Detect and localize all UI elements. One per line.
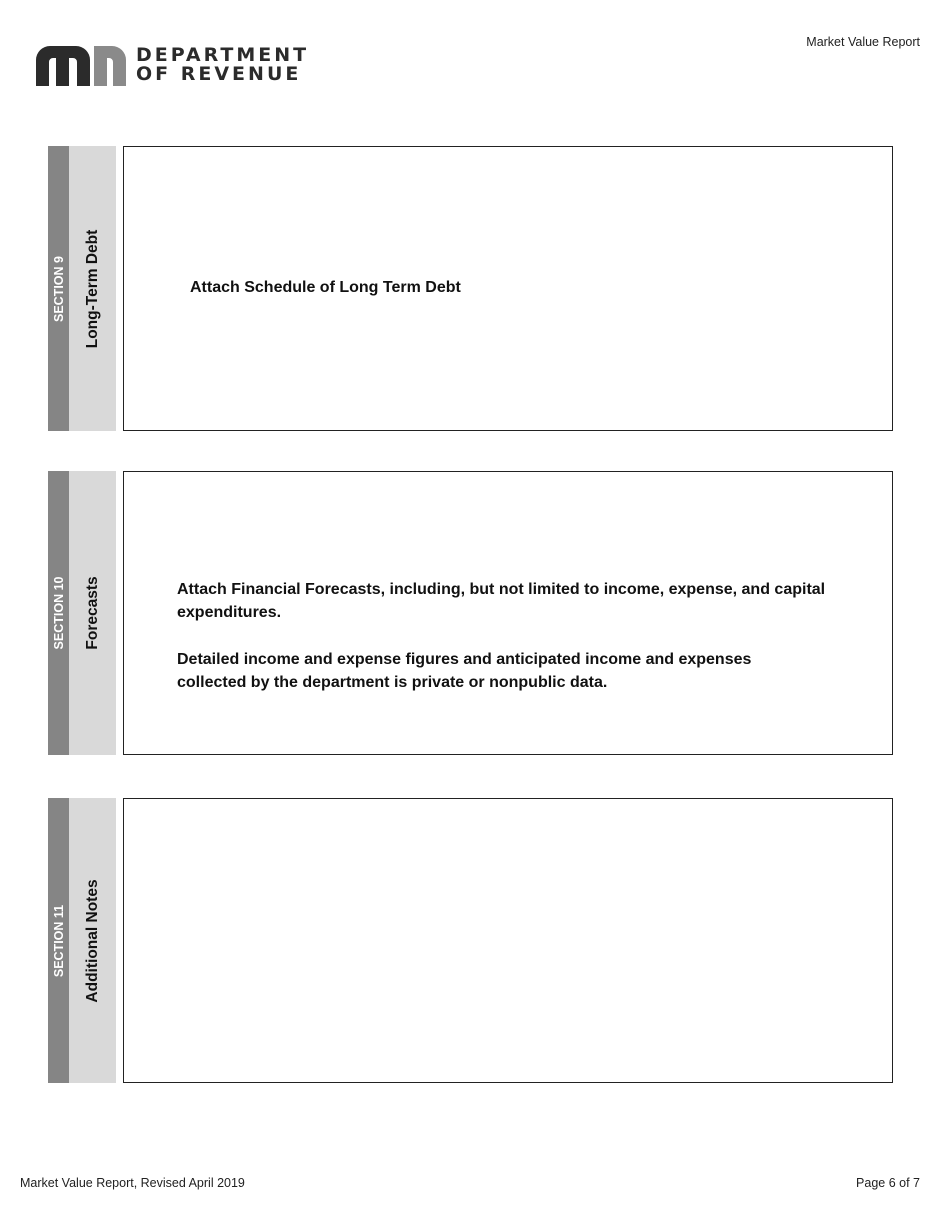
section-instruction: Attach Schedule of Long Term Debt	[190, 279, 461, 296]
section-content-box	[123, 146, 893, 431]
section-content-box	[123, 471, 893, 755]
section-title-tab	[69, 146, 116, 431]
mn-logo-icon	[36, 46, 128, 86]
section-number-tab	[48, 146, 69, 431]
department-of-revenue-logo	[36, 44, 310, 88]
footer-revision: Market Value Report, Revised April 2019	[20, 1176, 245, 1190]
section-privacy-note: Detailed income and expense figures and anticipated income and expenses collected by the department is private or nonpublic data.	[177, 651, 752, 691]
report-title-header: Market Value Report	[806, 35, 920, 49]
section-number-label: SECTION 10	[51, 576, 66, 650]
section-number-label: SECTION 9	[51, 255, 66, 322]
section-instruction: Attach Financial Forecasts, including, but not limited to income, expense, and capital expenditures.	[177, 581, 826, 621]
logo-line-of-revenue: OF REVENUE	[136, 63, 302, 85]
footer-page-number: Page 6 of 7	[856, 1176, 920, 1190]
logo-wordmark	[136, 46, 309, 84]
section-title-label: Long-Term Debt	[83, 229, 101, 348]
section-number-tab	[48, 471, 69, 755]
section-number-label: SECTION 11	[51, 904, 66, 977]
section-title-label: Additional Notes	[83, 878, 101, 1003]
section-number-tab	[48, 798, 69, 1083]
section-title-label: Forecasts	[83, 576, 101, 650]
section-title-tab	[69, 471, 116, 755]
logo-line-department: DEPARTMENT	[136, 44, 310, 66]
section-10	[48, 471, 893, 755]
section-title-tab	[69, 798, 116, 1083]
section-11	[48, 798, 893, 1083]
additional-notes-box[interactable]	[123, 798, 893, 1083]
section-9	[48, 146, 893, 431]
